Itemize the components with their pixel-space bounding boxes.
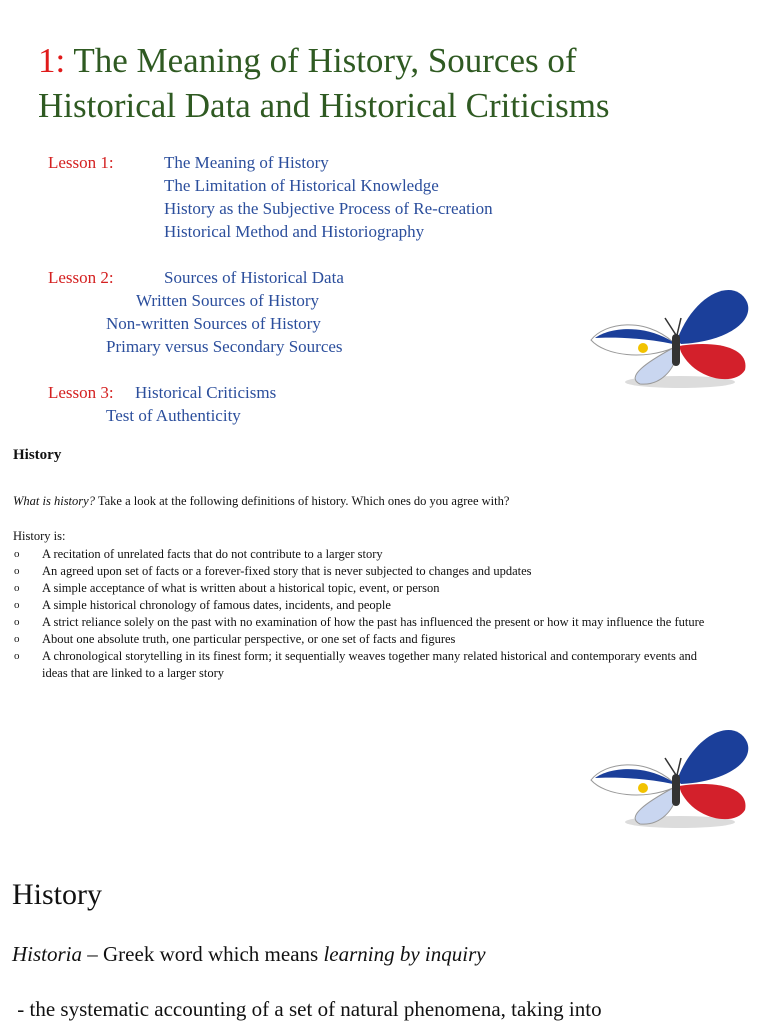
lesson-2-topic-1: Sources of Historical Data bbox=[164, 268, 344, 287]
title-line-2: Historical Data and Historical Criticisms bbox=[38, 86, 610, 125]
bullet-icon: o bbox=[14, 599, 20, 611]
definition-list bbox=[14, 546, 714, 682]
title-line-1: The Meaning of History, Sources of bbox=[65, 41, 577, 80]
list-item: o A recitation of unrelated facts that do not contribute to a larger story bbox=[14, 547, 383, 561]
definition-meaning: learning by inquiry bbox=[323, 942, 486, 966]
chapter-number: 1: bbox=[38, 41, 66, 80]
lesson-1-topic-3: History as the Subjective Process of Re-creation bbox=[164, 199, 493, 218]
page-title bbox=[38, 38, 738, 128]
lesson-1-topic-4: Historical Method and Historiography bbox=[164, 222, 425, 241]
lesson-1-topic-1: The Meaning of History bbox=[164, 153, 329, 172]
section-2-heading: History bbox=[12, 878, 102, 911]
question-text: Take a look at the following definitions of history. Which ones do you agree with? bbox=[94, 494, 510, 508]
butterfly-image bbox=[585, 282, 755, 392]
butterfly-image bbox=[585, 722, 755, 832]
question-italic: What is history? bbox=[13, 494, 95, 508]
bullet-icon: o bbox=[14, 548, 20, 560]
bullet-icon: o bbox=[14, 633, 20, 645]
definition-line: Historia – Greek word which means learning by inquiry bbox=[12, 942, 486, 966]
definition-detail: - the systematic accounting of a set of natural phenomena, taking into bbox=[12, 997, 602, 1021]
list-item: o An agreed upon set of facts or a forever-fixed story that is never subjected to changes and updates bbox=[14, 564, 532, 578]
list-item: o A chronological storytelling in its finest form; it sequentially weaves together many related historical and contemporary events and ideas that are linked to a larger story bbox=[14, 649, 698, 680]
lesson-2-topic-4: Primary versus Secondary Sources bbox=[106, 337, 343, 356]
list-intro: History is: bbox=[13, 529, 66, 543]
list-item: o About one absolute truth, one particular perspective, or one set of facts and figures bbox=[14, 632, 456, 646]
bullet-icon: o bbox=[14, 582, 20, 594]
lesson-1-label: Lesson 1: bbox=[48, 153, 114, 172]
lesson-3-topic-2: Test of Authenticity bbox=[106, 406, 241, 425]
lesson-2-topic-3: Non-written Sources of History bbox=[106, 314, 321, 333]
list-item: o A simple historical chronology of famous dates, incidents, and people bbox=[14, 598, 391, 612]
bullet-icon: o bbox=[14, 616, 20, 628]
lesson-2-label: Lesson 2: bbox=[48, 268, 114, 287]
bullet-icon: o bbox=[14, 565, 20, 577]
bullet-icon: o bbox=[14, 650, 20, 662]
question-paragraph bbox=[13, 494, 753, 509]
lesson-1-topic-2: The Limitation of Historical Knowledge bbox=[164, 176, 439, 195]
definition-term: Historia bbox=[12, 942, 83, 966]
list-item: o A simple acceptance of what is written about a historical topic, event, or person bbox=[14, 581, 440, 595]
section-heading: History bbox=[13, 447, 62, 463]
lesson-3-label: Lesson 3: bbox=[48, 383, 114, 402]
lesson-3-topic-1: Historical Criticisms bbox=[135, 383, 277, 402]
list-item: o A strict reliance solely on the past with no examination of how the past has influenced the present or how it may influence the future bbox=[14, 615, 705, 629]
lesson-2-topic-2: Written Sources of History bbox=[136, 291, 319, 310]
